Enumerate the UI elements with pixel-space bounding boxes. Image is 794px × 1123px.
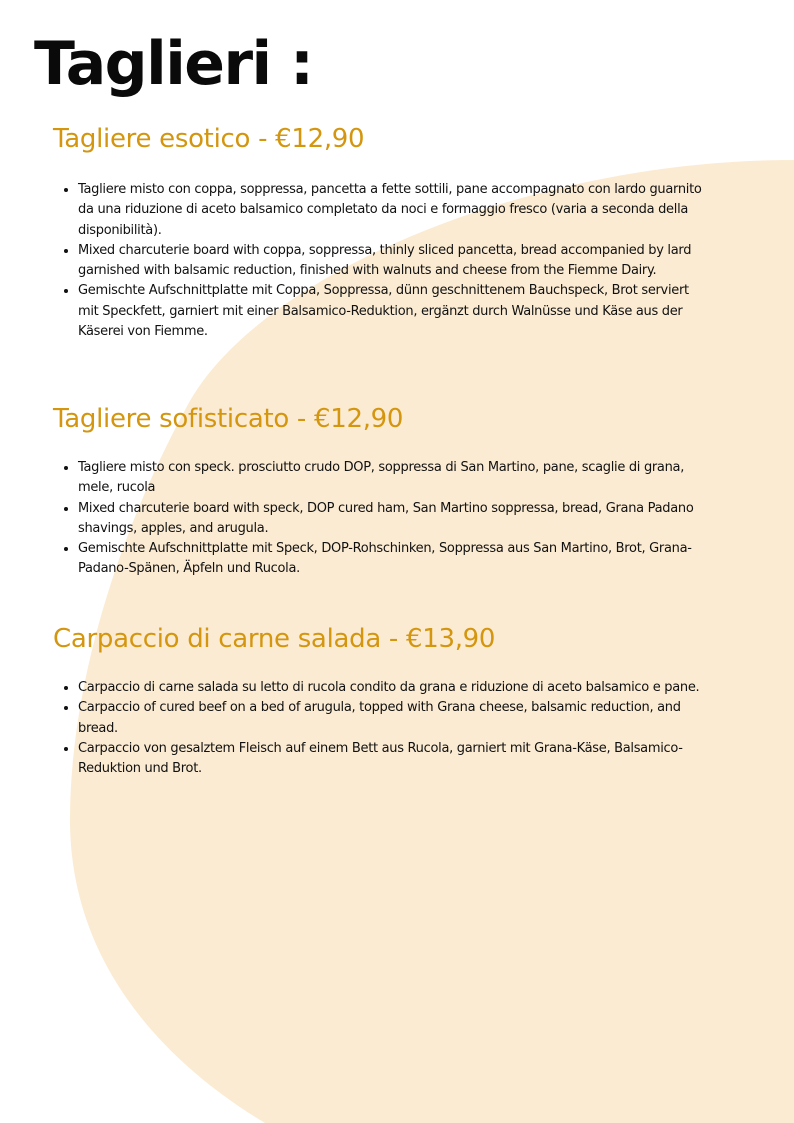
- section-title: Carpaccio di carne salada - €13,90: [53, 624, 496, 654]
- menu-section-tagliere-sofisticato: [53, 402, 703, 580]
- description-english: Mixed charcuterie board with speck, DOP cured ham, San Martino soppressa, bread, Grana Padano shavings, apples, and arugula.: [53, 499, 703, 540]
- section-title: Tagliere sofisticato - €12,90: [53, 404, 404, 434]
- description-italian: Carpaccio di carne salada su letto di rucola condito da grana e riduzione di aceto balsamico e pane.: [53, 678, 703, 698]
- description-english: Carpaccio of cured beef on a bed of arugula, topped with Grana cheese, balsamic reduction, and bread.: [53, 698, 703, 739]
- description-italian: Tagliere misto con speck. prosciutto crudo DOP, soppressa di San Martino, pane, scaglie di grana, mele, rucola: [53, 458, 703, 499]
- menu-section-tagliere-esotico: [53, 122, 703, 342]
- description-german: Gemischte Aufschnittplatte mit Speck, DOP-Rohschinken, Soppressa aus San Martino, Brot, Grana-Padano-Spänen, Äpfeln und Rucola.: [53, 539, 703, 580]
- menu-section-carpaccio: [53, 622, 703, 779]
- description-list: [53, 180, 703, 342]
- page-title: Taglieri :: [34, 29, 313, 99]
- section-title: Tagliere esotico - €12,90: [53, 124, 365, 154]
- description-italian: Tagliere misto con coppa, soppressa, pancetta a fette sottili, pane accompagnato con lardo guarnito da una riduzione di aceto balsamico completato da noci e formaggio fresco (varia a seconda della disponibilità).: [53, 180, 703, 241]
- description-list: [53, 458, 703, 580]
- description-german: Carpaccio von gesalztem Fleisch auf einem Bett aus Rucola, garniert mit Grana-Käse, Balsamico-Reduktion und Brot.: [53, 739, 703, 780]
- description-german: Gemischte Aufschnittplatte mit Coppa, Soppressa, dünn geschnittenem Bauchspeck, Brot serviert mit Speckfett, garniert mit einer Balsamico-Reduktion, ergänzt durch Walnüsse und Käse aus der Käserei von Fiemme.: [53, 281, 703, 342]
- description-list: [53, 678, 703, 779]
- description-english: Mixed charcuterie board with coppa, soppressa, thinly sliced pancetta, bread accompanied by lard garnished with balsamic reduction, finished with walnuts and cheese from the Fiemme Dairy.: [53, 241, 703, 282]
